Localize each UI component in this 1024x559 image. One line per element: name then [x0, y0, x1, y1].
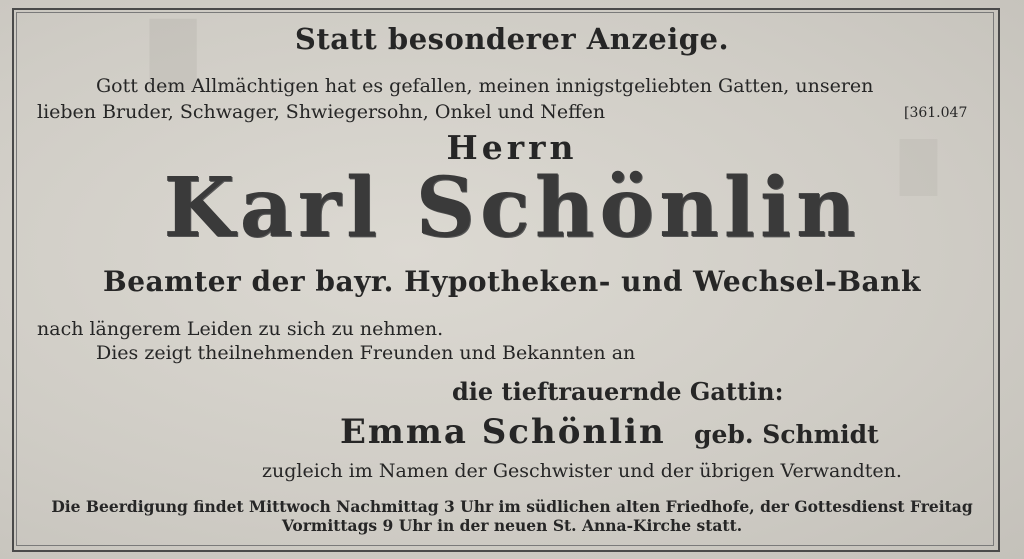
notice-reference-number: [361.047 — [904, 105, 968, 121]
widow-maiden-name: geb. Schmidt — [694, 420, 879, 449]
funeral-line-2: Vormittags 9 Uhr in der neuen St. Anna-Kirche statt. — [281, 516, 743, 535]
notice-text-line-4: Dies zeigt theilnehmenden Freunden und Bekannten an — [96, 342, 636, 364]
notice-text-line-2: lieben Bruder, Schwager, Shwiegersohn, Onkel und Neffen — [37, 101, 606, 123]
notice-text-line-1: Gott dem Allmächtigen hat es gefallen, meinen innigstgeliebten Gatten, unseren — [96, 75, 874, 97]
notice-text-line-3: nach längerem Leiden zu sich zu nehmen. — [37, 318, 444, 340]
widow-name: Emma Schönlin — [340, 412, 666, 452]
salutation: Herrn — [446, 128, 578, 167]
bleed-through-left: █ — [150, 20, 197, 90]
funeral-details — [0, 497, 1024, 535]
funeral-line-1: Die Beerdigung findet Mittwoch Nachmittag 3 Uhr im südlichen alten Friedhofe, der Gottesdienst Freitag — [51, 497, 973, 516]
bleed-through-right: █ — [900, 140, 937, 196]
deceased-position: Beamter der bayr. Hypotheken- und Wechsel-Bank — [103, 265, 921, 298]
notice-text-line-5: zugleich im Namen der Geschwister und der übrigen Verwandten. — [262, 460, 902, 482]
notice-headline: Statt besonderer Anzeige. — [294, 22, 730, 56]
deceased-name: Karl Schönlin — [163, 160, 861, 256]
signatory-intro: die tieftrauernde Gattin: — [452, 377, 784, 406]
